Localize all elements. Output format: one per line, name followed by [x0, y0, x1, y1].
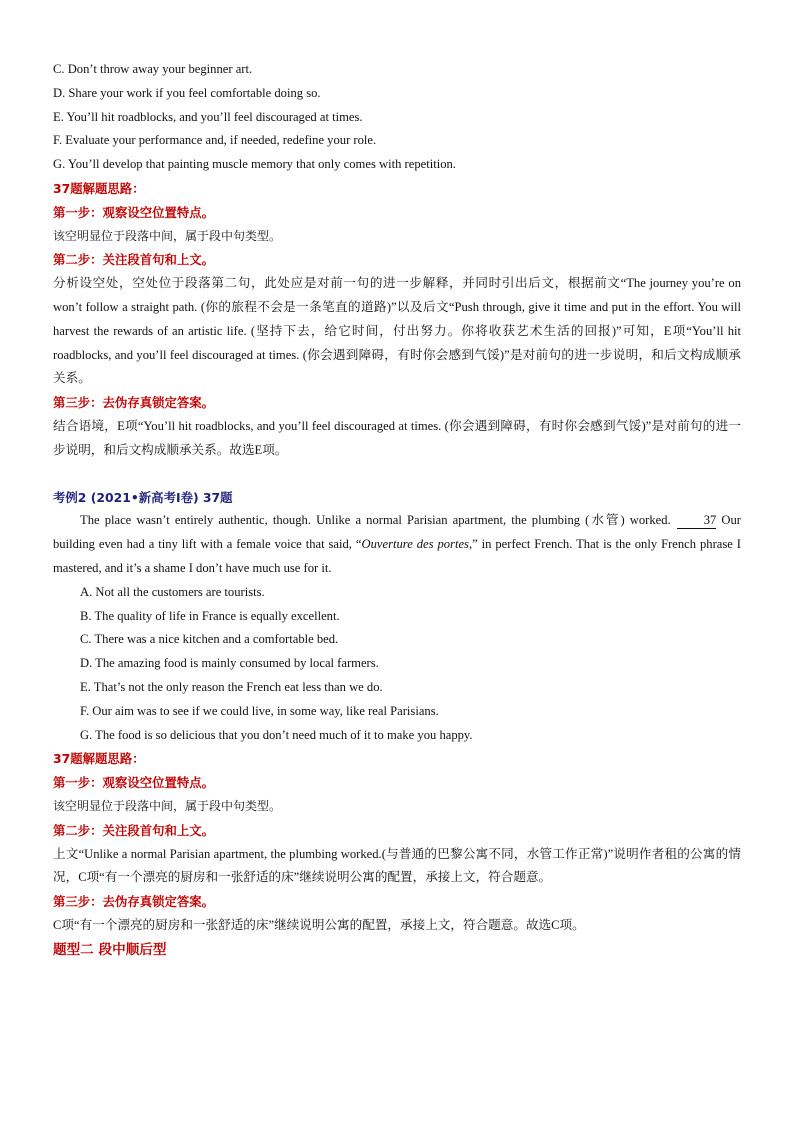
example2-options: [53, 581, 741, 748]
example2-heading: 考例2 (2021•新高考I卷) 37题: [53, 489, 233, 505]
option-line: E. You’ll hit roadblocks, and you’ll feel discouraged at times.: [53, 109, 363, 124]
step3-text: C项“有一个漂亮的厨房和一张舒适的床”继续说明公寓的配置，承接上文，符合题意。故选C项。: [53, 917, 585, 932]
example1-options: [53, 58, 741, 177]
option-line: C. There was a nice kitchen and a comfortable bed.: [80, 632, 339, 647]
option-line: F. Evaluate your performance and, if needed, redefine your role.: [53, 133, 377, 148]
option-line: G. The food is so delicious that you don’t need much of it to make you happy.: [80, 727, 473, 742]
step3-text: 结合语境，E项“You’ll hit roadblocks, and you’ll feel discouraged at times. (你会遇到障碍，有时你会感到气馁)”是对前句的进一步说明，和后文构成顺承关系。故选E项。: [53, 418, 741, 457]
step2-text: 上文“Unlike a normal Parisian apartment, the plumbing worked.(与普通的巴黎公寓不同，水管工作正常)”说明作者租的公寓的情况，C项“有一个漂亮的厨房和一张舒适的床”继续说明公寓的配置，承接上文，符合题意。: [53, 846, 742, 885]
passage-after: ,” in perfect French. That is the only French phrase I mastered, and it’s a shame I don’t have much use for it.: [53, 537, 741, 575]
answer-blank: 37: [677, 512, 717, 529]
option-line: C. Don’t throw away your beginner art.: [53, 62, 253, 76]
step2-text: 分析设空处，空处位于段落第二句，此处应是对前一句的进一步解释，并同时引出后文，根据前文“The journey you’re on won’t follow a straight path. (你的旅程不会是一条笔直的道路)”以及后文“Push through, give it time and put in the effort. You will harvest the rewards of an artistic life. (坚持下去，给它时间，付出努力。你将收获艺术生活的回报)”可知，E项“You’ll hit roadblocks, and you’ll feel discouraged at times. (你会遇到障碍，有时你会感到气馁)”是对前句的进一步说明，和后文构成顺承关系。: [53, 276, 741, 386]
passage-mid: Our building even had a tiny lift with a female voice that said, “: [53, 513, 741, 552]
option-line: E. That’s not the only reason the French eat less than we do.: [80, 679, 383, 694]
step1-text: 该空明显位于段落中间，属于段中句类型。: [53, 228, 282, 243]
option-line: D. Share your work if you feel comfortable doing so.: [53, 85, 321, 100]
option-line: G. You’ll develop that painting muscle memory that only comes with repetition.: [53, 157, 456, 172]
step3-label: 第三步：去伪存真锁定答案。: [53, 894, 215, 910]
option-line: A. Not all the customers are tourists.: [80, 584, 265, 599]
analysis-title: 37题解题思路：: [53, 180, 145, 196]
step3-label: 第三步：去伪存真锁定答案。: [53, 395, 215, 411]
passage-before: The place wasn’t entirely authentic, though. Unlike a normal Parisian apartment, the plumbing (水管) worked.: [80, 513, 671, 528]
step1-text: 该空明显位于段落中间，属于段中句类型。: [53, 798, 282, 813]
analysis-title: 37题解题思路：: [53, 751, 145, 767]
step2-label: 第二步：关注段首句和上文。: [53, 822, 215, 838]
example2-passage: [53, 509, 741, 580]
option-line: B. The quality of life in France is equally excellent.: [80, 608, 340, 623]
option-line: F. Our aim was to see if we could live, in some way, like real Parisians.: [80, 703, 439, 718]
document-page: [53, 58, 741, 962]
step1-label: 第一步：观察设空位置特点。: [53, 775, 215, 791]
option-line: D. The amazing food is mainly consumed by local farmers.: [80, 656, 379, 671]
section-title: 题型二 段中顺后型: [53, 941, 167, 958]
step1-label: 第一步：观察设空位置特点。: [53, 204, 215, 220]
step2-label: 第二步：关注段首句和上文。: [53, 252, 215, 268]
passage-italic: Ouverture des portes: [361, 537, 469, 552]
